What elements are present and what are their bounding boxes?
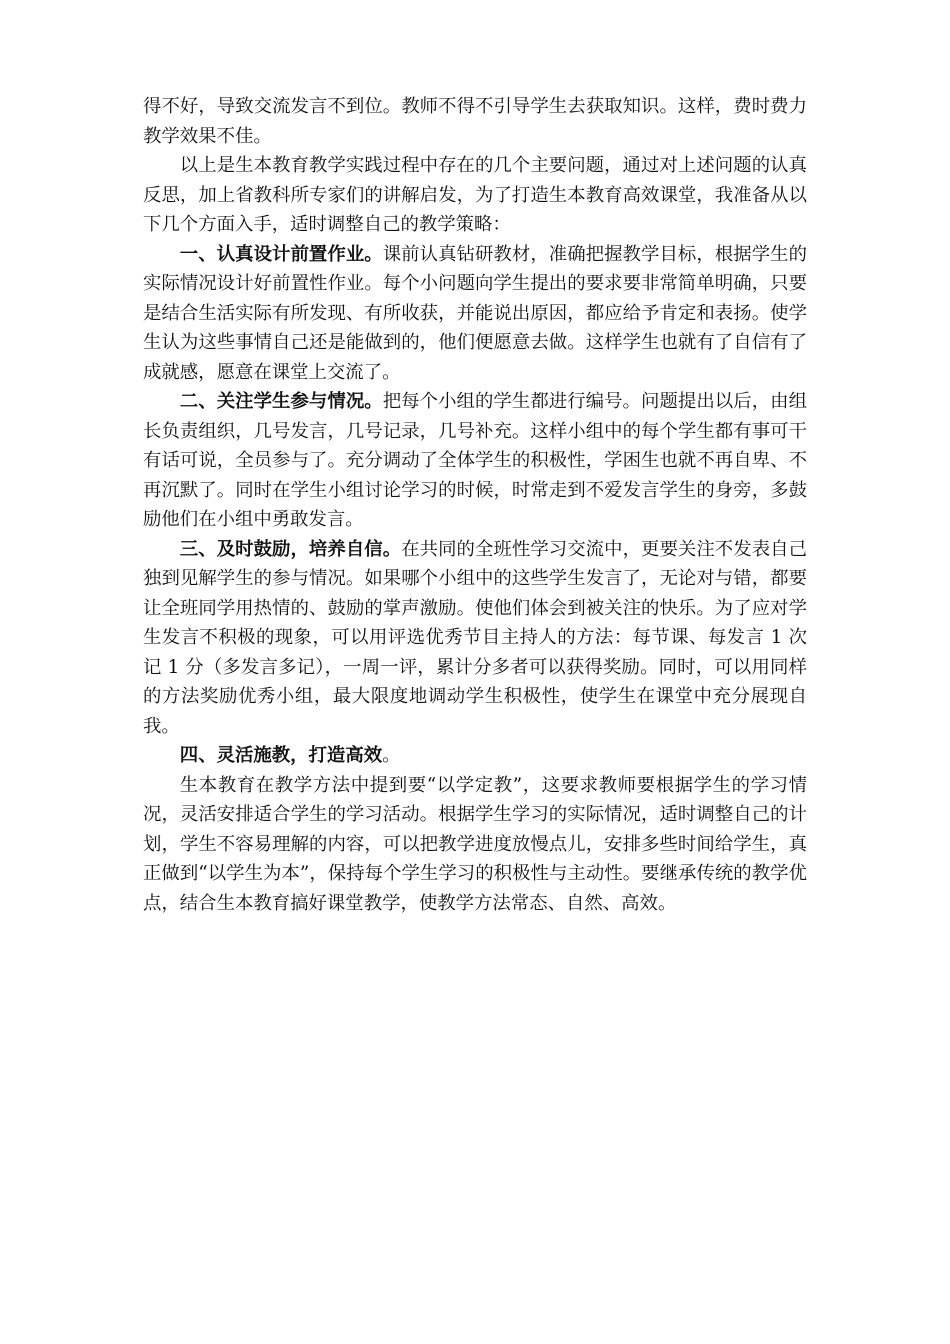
paragraph-text: 在共同的全班性学习交流中，更要关注不发表自己独到见解学生的参与情况。如果哪个小组中的这些学生发言了，无论对与错，都要让全班同学用热情的、鼓励的掌声激励。使他们体会到被关注的快乐。为了应对学生发言不积极的现象，可以用评选优秀节目主持人的方法：每节课、每发言 1 次记 1 分（多发言多记），一周一评，累计分多者可以获得奖励。同时，可以用同样的方法奖励优秀小组，最大限度地调动学生积极性，使学生在课堂中充分展现自我。 <box>143 538 807 737</box>
paragraph-text: 以上是生本教育教学实践过程中存在的几个主要问题，通过对上述问题的认真反思，加上省教科所专家们的讲解启发，为了打造生本教育高效课堂，我准备从以下几个方面入手，适时调整自己的教学策略： <box>143 155 807 235</box>
paragraph-continuation <box>143 92 807 151</box>
paragraph-section-3 <box>143 535 807 742</box>
paragraph-text: 。 <box>382 745 401 766</box>
paragraph-section-1 <box>143 240 807 388</box>
document-body <box>143 92 807 918</box>
section-heading: 四、灵活施教，打造高效 <box>179 745 383 766</box>
paragraph-text: 把每个小组的学生都进行编号。问题提出以后，由组长负责组织，几号发言，几号记录，几号补充。这样小组中的每个学生都有事可干有话可说，全员参与了。充分调动了全体学生的积极性，学困生也就不再自卑、不再沉默了。同时在学生小组讨论学习的时候，时常走到不爱发言学生的身旁，多鼓励他们在小组中勇敢发言。 <box>143 391 807 530</box>
paragraph-section-2 <box>143 387 807 535</box>
paragraph-intro <box>143 151 807 240</box>
paragraph-text: 生本教育在教学方法中提到要“以学定教”，这要求教师要根据学生的学习情况，灵活安排适合学生的学习活动。根据学生学习的实际情况，适时调整自己的计划，学生不容易理解的内容，可以把教学进度放慢点儿，安排多些时间给学生，真正做到“以学生为本”，保持每个学生学习的积极性与主动性。要继承传统的教学优点，结合生本教育搞好课堂教学，使教学方法常态、自然、高效。 <box>143 774 807 914</box>
paragraph-text: 得不好，导致交流发言不到位。教师不得不引导学生去获取知识。这样，费时费力教学效果不佳。 <box>143 96 807 147</box>
paragraph-conclusion <box>143 771 807 919</box>
section-heading: 三、及时鼓励，培养自信。 <box>179 538 402 560</box>
section-heading: 二、关注学生参与情况。 <box>179 391 383 412</box>
paragraph-section-4 <box>143 741 807 771</box>
paragraph-text: 课前认真钻研教材，准确把握教学目标，根据学生的实际情况设计好前置性作业。每个小问题向学生提出的要求要非常简单明确，只要是结合生活实际有所发现、有所收获，并能说出原因，都应给予肯定和表扬。使学生认为这些事情自己还是能做到的，他们便愿意去做。这样学生也就有了自信有了成就感，愿意在课堂上交流了。 <box>143 243 807 383</box>
section-heading: 一、认真设计前置作业。 <box>179 243 383 265</box>
